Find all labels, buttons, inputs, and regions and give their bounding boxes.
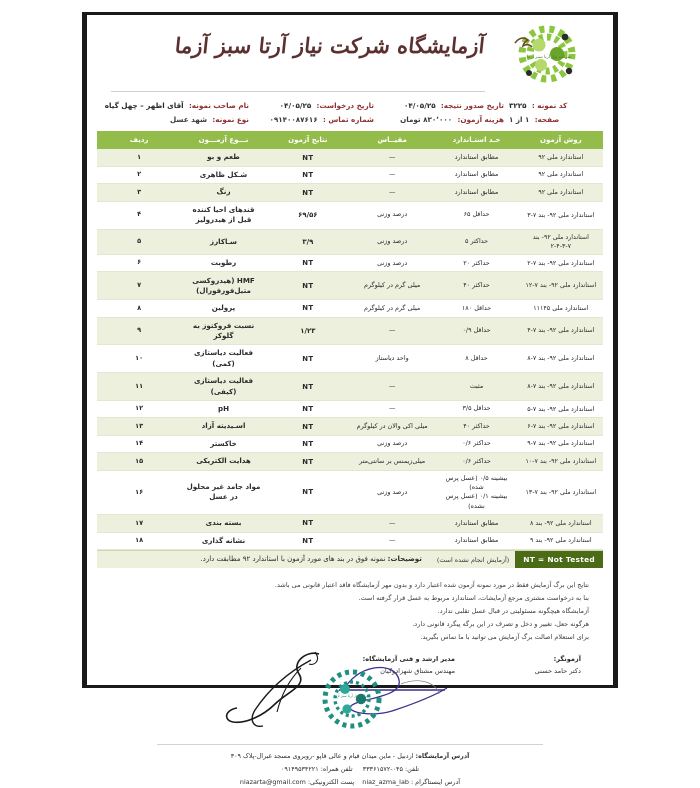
request-date-label: تاریخ درخواست: (316, 101, 374, 110)
cell-test-name: فعالیت دیاستازی (کیفی) (181, 373, 265, 401)
table-row (97, 184, 603, 201)
footer (97, 745, 603, 788)
cell-standard: حداقل ۶۵ (434, 201, 518, 229)
cell-unit: درصد وزنی (350, 201, 434, 229)
disclaimer-line: برای استعلام اصالت برگ آزمایش می توانید با ما تماس بگیرید. (420, 633, 589, 641)
cell-standard: مطابق استاندارد (434, 184, 518, 201)
cell-unit: درصد وزنی (350, 435, 434, 452)
cell-unit: — (350, 317, 434, 345)
cell-unit: میلی گرم در کیلوگرم (350, 272, 434, 300)
th-result: نتایج آزمون (266, 131, 350, 149)
table-row (97, 300, 603, 317)
cell-standard: مطابق استاندارد (434, 532, 518, 549)
cell-unit: میلی‌زیمنس بر سانتی‌متر (350, 453, 434, 470)
cell-result: NT (266, 166, 350, 183)
cell-standard: حداقل ۱۸۰ (434, 300, 518, 317)
tester-signature-block (535, 654, 581, 678)
cell-index: ۱۳ (97, 418, 181, 435)
sample-code-value: ۳۲۲۵ (509, 101, 527, 110)
cell-unit: — (350, 400, 434, 417)
mobile-label: تلفن همراه: (320, 764, 353, 773)
masthead (97, 15, 603, 93)
page-number-label: صفحه: (534, 114, 560, 124)
th-index: ردیف (97, 131, 181, 149)
cell-method: استاندارد ملی ۱۱۱۴۵ (519, 300, 603, 317)
cell-index: ۱۷ (97, 515, 181, 532)
tester-name: دکتر حامد حسنی (534, 666, 581, 675)
company-logo (491, 21, 595, 87)
cell-test-name: بسته بندی (181, 515, 265, 532)
field-sample-owner (99, 99, 249, 113)
sample-owner-label: نام صاحب نمونه: (188, 101, 249, 110)
field-issue-date (379, 99, 504, 113)
cell-result: NT (266, 373, 350, 401)
cell-standard: حداکثر ۴۰ (434, 272, 518, 300)
cell-standard: حداکثر ۰/۶ (434, 453, 518, 470)
remarks-label: توضیحات: (387, 555, 422, 563)
field-request-date (254, 99, 374, 113)
instagram-value[interactable]: niaz_azma_lab (362, 777, 409, 786)
field-sample-code (509, 99, 601, 113)
table-row (97, 515, 603, 532)
cell-test-name: شـکل ظاهری (181, 166, 265, 183)
cell-index: ۲ (97, 166, 181, 183)
cell-standard: مطابق استاندارد (434, 515, 518, 532)
cell-index: ۱۰ (97, 345, 181, 373)
stamp-caption: شرکت نیاز آرتا سبز آزما (333, 694, 371, 698)
cell-test-name: هدایت الکتریکی (181, 453, 265, 470)
phone-value-footer: ۰۴۵-۳۳۳۶۱۵۷۲ (362, 764, 403, 773)
cell-unit: — (350, 149, 434, 166)
cell-unit: — (350, 184, 434, 201)
cell-method: استاندارد ملی ۹۲ (519, 184, 603, 201)
phone-value: ۰۹۱۴۰۰۸۷۶۱۶ (269, 114, 318, 124)
cell-unit: درصد وزنی (350, 254, 434, 271)
disclaimer-line: نتایج این برگ آزمایش فقط در مورد نمونه آزمون شده اعتبار دارد و بدون مهر آزمایشگاه فاقد اعتبار قانونی می باشد. (274, 581, 589, 589)
cell-method: استاندارد ملی ۹۲- بند ۷-۵ (519, 400, 603, 417)
mobile-value: ۰۹۱۴۹۵۳۴۲۲۱ (280, 764, 319, 773)
cell-standard: حداکثر ۲۰ (434, 254, 518, 271)
table-row (97, 373, 603, 401)
cell-unit: — (350, 166, 434, 183)
th-standard: حـد استـاندارد (434, 131, 518, 149)
cell-result: NT (266, 453, 350, 470)
cell-test-name: نسبت فروکتوز به گلوکز (181, 317, 265, 345)
disclaimer-block (97, 570, 603, 646)
cell-test-name: pH (181, 400, 265, 417)
table-row (97, 400, 603, 417)
cell-test-name: رطوبت (181, 254, 265, 271)
cell-index: ۱۲ (97, 400, 181, 417)
test-fee-value: ۸۳۰٬۰۰۰ تومان (400, 114, 453, 124)
manager-role-label: مدیر ارشد و فنی آزمایشگاه: (362, 655, 455, 663)
cell-unit: — (350, 373, 434, 401)
phone-label: شماره تماس : (323, 114, 374, 124)
test-results-table (97, 131, 603, 550)
info-col-sample-code (509, 99, 601, 126)
cell-result: NT (266, 532, 350, 549)
cell-test-name: پرولین (181, 300, 265, 317)
table-row (97, 317, 603, 345)
disclaimer-line: آزمایشگاه هیچگونه مسئولیتی در قبال عسل تقلبی ندارد. (437, 607, 589, 615)
table-row (97, 254, 603, 271)
cell-unit: — (350, 532, 434, 549)
cell-test-name: اسـیدیته آزاد (181, 418, 265, 435)
cell-result: NT (266, 470, 350, 514)
cell-method: استاندارد ملی ۹۲ (519, 149, 603, 166)
cell-result: NT (266, 400, 350, 417)
cell-method: استاندارد ملی ۹۲- بند ۷-۱۰ (519, 453, 603, 470)
cell-index: ۱ (97, 149, 181, 166)
table-header-row (97, 131, 603, 149)
cell-index: ۳ (97, 184, 181, 201)
logo-caption: شرکت نیاز آرتا سبز آزما (526, 55, 572, 60)
remarks-text (97, 551, 431, 568)
cell-method: استاندارد ملی ۹۲- بند ۷-۶ (519, 418, 603, 435)
cell-standard: حداقل ۸ (434, 345, 518, 373)
cell-result: NT (266, 345, 350, 373)
cell-method: استاندارد ملی ۹۲- بند ۷-۹ (519, 435, 603, 452)
sample-code-label: کد نمونه : (531, 101, 568, 110)
cell-standard: حداکثر ۵ (434, 229, 518, 254)
table-row (97, 229, 603, 254)
disclaimer-line: بنا به درخواست مشتری مرجع آزمایشات، استاندارد مربوط به عسل قرار گرفته است. (358, 594, 589, 602)
cell-method: استاندارد ملی ۹۲- بند ۷-۱۳ (519, 470, 603, 514)
disclaimer-line: هرگونه جعل، تغییر و دخل و تصرف در این برگه پیگرد قانونی دارد. (412, 620, 589, 628)
field-test-fee (379, 113, 504, 127)
cell-test-name: نشانه گذاری (181, 532, 265, 549)
th-test-name: نـــوع آزمـــون (181, 131, 265, 149)
cell-unit: واحد دیاستاز (350, 345, 434, 373)
cell-index: ۷ (97, 272, 181, 300)
cell-index: ۵ (97, 229, 181, 254)
manager-name: مهندس مشتاق شهزادوکیان (380, 666, 455, 675)
cell-index: ۱۵ (97, 453, 181, 470)
cell-result: NT (266, 418, 350, 435)
cell-method: استاندارد ملی ۹۲- بند ۷-۴ (519, 317, 603, 345)
test-fee-label: هزینه آزمون: (457, 114, 504, 124)
cell-index: ۴ (97, 201, 181, 229)
issue-date-label: تاریخ صدور نتیجه: (440, 101, 504, 110)
email-value[interactable]: niazarta@gmail.com (239, 777, 306, 786)
cell-result: NT (266, 149, 350, 166)
table-row (97, 149, 603, 166)
email-label: پست الکترونیکی: (307, 777, 355, 786)
page-number-value: ۱ از ۱ (509, 114, 530, 124)
info-col-request (254, 99, 374, 126)
footer-address-line (107, 750, 593, 763)
cell-index: ۶ (97, 254, 181, 271)
masthead-divider (111, 91, 485, 92)
cell-index: ۹ (97, 317, 181, 345)
report-sheet (82, 12, 618, 786)
table-row (97, 345, 603, 373)
cell-test-name: طعم و بو (181, 149, 265, 166)
cell-index: ۸ (97, 300, 181, 317)
cell-unit: — (350, 515, 434, 532)
cell-standard: بیشینه ۰/۵ (عسل پرس شده) بیشینه ۰/۱ (عسل پرس نشده) (434, 470, 518, 514)
table-row (97, 166, 603, 183)
cell-index: ۱۶ (97, 470, 181, 514)
cell-unit: درصد وزنی (350, 470, 434, 514)
table-row (97, 418, 603, 435)
table-row (97, 435, 603, 452)
cell-method: استاندارد ملی ۹۲- بند ۹ (519, 532, 603, 549)
remarks-body: نمونه فوق در بند های مورد آزمون با استاندارد ۹۲ مطابقت دارد. (200, 555, 386, 563)
cell-test-name: مواد جامد غیر محلول در عسل (181, 470, 265, 514)
cell-test-name: قندهای احیا کننده قبل از هیدرولیز (181, 201, 265, 229)
cell-index: ۱۴ (97, 435, 181, 452)
table-row (97, 532, 603, 549)
cell-unit: درصد وزنی (350, 229, 434, 254)
address-value: اردبیل - ماین میدان قیام و عالی قاپو -روبروی مسجد غبرال-پلاک ۳۰۹ (230, 752, 414, 760)
cell-index: ۱۱ (97, 373, 181, 401)
field-page-number (509, 113, 601, 127)
address-label: آدرس آزمایشگاه: (415, 752, 470, 760)
cell-method: استاندارد ملی ۹۲- بند ۷-۳-۴-۲ (519, 229, 603, 254)
cell-standard: مطابق استاندارد (434, 166, 518, 183)
cell-test-name: رنگ (181, 184, 265, 201)
cell-result: ۶۹/۵۶ (266, 201, 350, 229)
cell-index: ۱۸ (97, 532, 181, 549)
table-row (97, 470, 603, 514)
cell-result: NT (266, 272, 350, 300)
signature-area (97, 650, 603, 742)
cell-test-name: HMF (هیدروکسی متیل‌فورفورال) (181, 272, 265, 300)
cell-standard: حداکثر ۴۰ (434, 418, 518, 435)
issue-date-value: ۰۴/۰۵/۲۵ (404, 101, 436, 110)
table-row (97, 272, 603, 300)
cell-standard: مثبت (434, 373, 518, 401)
cell-test-name: سـاکارز (181, 229, 265, 254)
cell-method: استاندارد ملی ۹۲- بند ۷-۸ (519, 373, 603, 401)
cell-method: استاندارد ملی ۹۲- بند ۸ (519, 515, 603, 532)
cell-result: NT (266, 254, 350, 271)
table-row (97, 201, 603, 229)
remarks-strip (97, 550, 603, 568)
remarks-note: (آزمایش انجام نشده است) (436, 555, 510, 564)
sample-type-label: نوع نمونه: (212, 114, 249, 124)
cell-result: NT (266, 515, 350, 532)
cell-standard: مطابق استاندارد (434, 149, 518, 166)
cell-standard: حداکثر ۰/۶ (434, 435, 518, 452)
table-row (97, 453, 603, 470)
sample-owner-value: آقای اظهر – چهل گیاه (104, 101, 184, 110)
info-col-issue (379, 99, 504, 126)
tester-role-label: آزمونگر: (553, 655, 581, 663)
cell-result: NT (266, 435, 350, 452)
footer-online-line (107, 776, 593, 788)
cell-standard: حداقل ۳/۵ (434, 400, 518, 417)
th-unit: مقیــاس (350, 131, 434, 149)
cell-method: استاندارد ملی ۹۲ (519, 166, 603, 183)
phone-label-footer: تلفن: (404, 764, 420, 773)
sample-info-header (97, 93, 603, 130)
nt-legend-badge: NT = Not Tested (515, 551, 603, 568)
cell-test-name: فعالیت دیاستازی (کمی) (181, 345, 265, 373)
cell-method: استاندارد ملی ۹۲- بند ۷-۸ (519, 345, 603, 373)
request-date-value: ۰۴/۰۵/۲۵ (279, 101, 312, 110)
cell-method: استاندارد ملی ۹۲- بند ۷-۳ (519, 201, 603, 229)
cell-result: ۱/۲۳ (266, 317, 350, 345)
cell-result: ۳/۹ (266, 229, 350, 254)
cell-method: استاندارد ملی ۹۲- بند ۷-۱۲ (519, 272, 603, 300)
table-body (97, 149, 603, 549)
th-method: روش آزمون (519, 131, 603, 149)
cell-test-name: خاکستر (181, 435, 265, 452)
cell-method: استاندارد ملی ۹۲- بند ۷-۲ (519, 254, 603, 271)
info-col-owner (99, 99, 249, 126)
cell-result: NT (266, 300, 350, 317)
cell-unit: میلی گرم در کیلوگرم (350, 300, 434, 317)
cell-standard: حداقل ۰/۹ (434, 317, 518, 345)
official-lab-stamp (317, 664, 387, 734)
cell-unit: میلی اکی والان در کیلوگرم (350, 418, 434, 435)
field-phone (254, 113, 374, 127)
sample-type-value: شهد عسل (170, 114, 208, 124)
instagram-label: آدرس اینستاگرام : (410, 777, 461, 786)
footer-phone-line (107, 763, 593, 776)
field-sample-type (99, 113, 249, 127)
cell-result: NT (266, 184, 350, 201)
lab-title: آزمایشگاه شرکت نیاز آرتا سبز آزما (174, 33, 487, 58)
